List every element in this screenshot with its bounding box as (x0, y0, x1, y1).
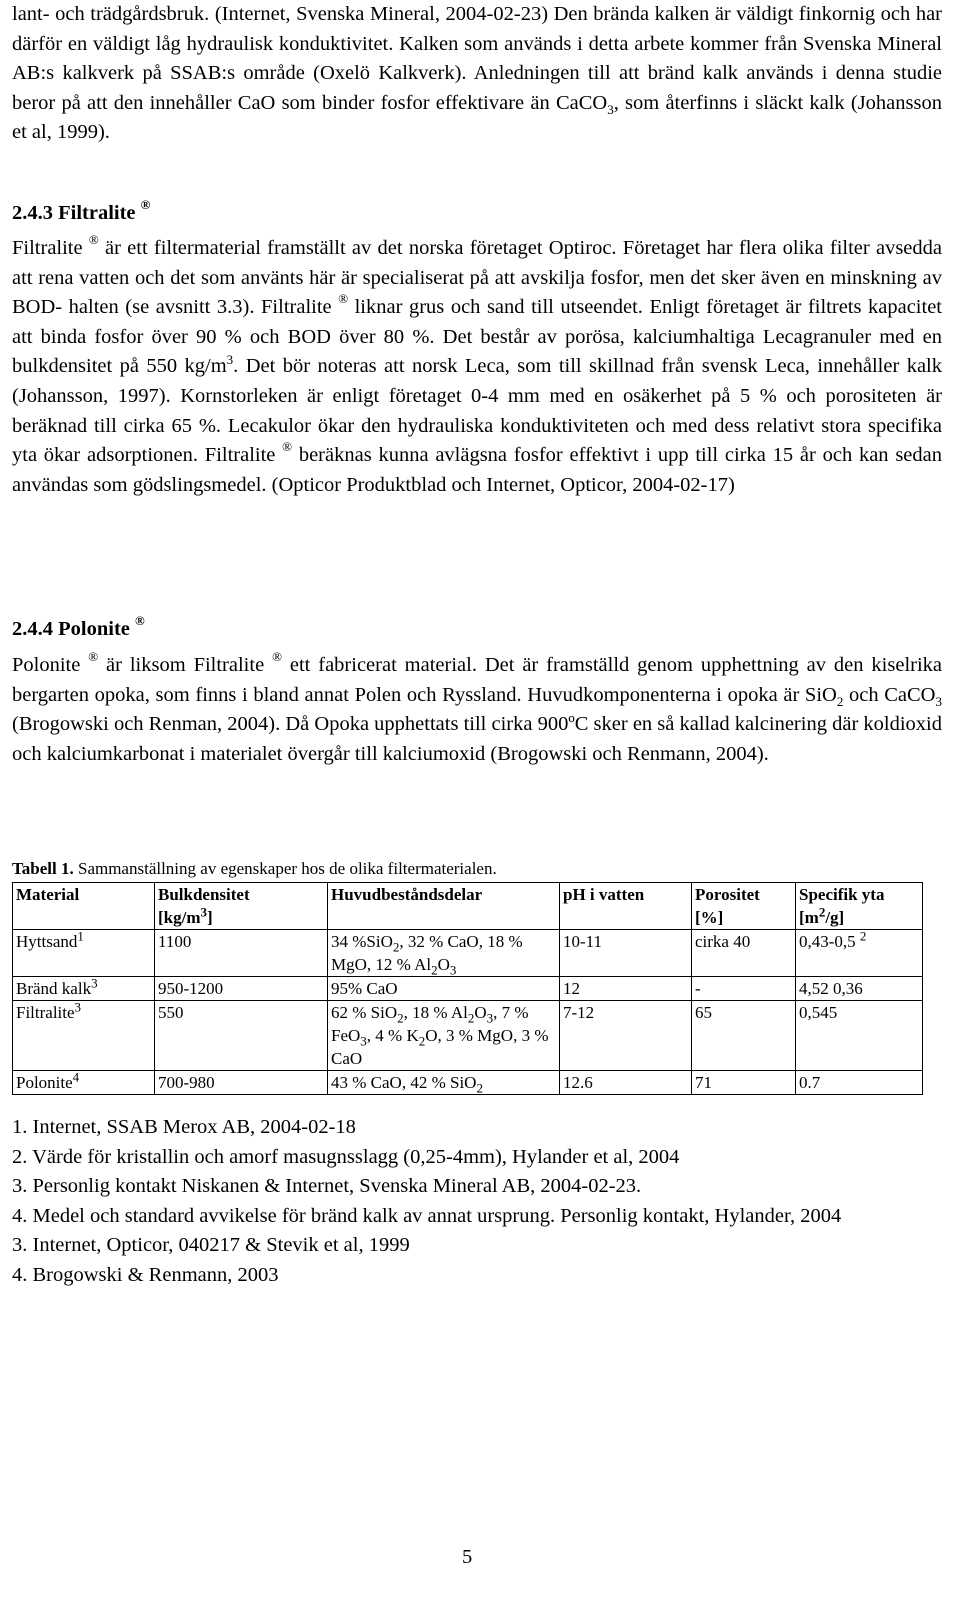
text: är liksom Filtralite (98, 654, 265, 676)
unit: [m (799, 908, 819, 927)
text: Polonite (12, 654, 81, 676)
text: Filtralite (12, 237, 83, 259)
footnote: 3. Personlig kontakt Niskanen & Internet, Svenska Mineral AB, 2004-02-23. (12, 1175, 642, 1198)
cell-porosity: cirka 40 (692, 930, 796, 977)
footnote-ref: 1 (77, 928, 84, 944)
cell-ph: 12.6 (560, 1071, 692, 1095)
registered-mark: ® (282, 439, 293, 455)
paragraph-burnt-lime (12, 0, 942, 148)
paragraph-polonite (12, 651, 942, 769)
subscript: 2 (476, 1080, 483, 1096)
subscript: 3 (607, 101, 614, 117)
cell-ph: 10-11 (560, 930, 692, 977)
subscript: 2 (418, 1033, 426, 1049)
cell-material (13, 930, 155, 977)
subscript: 3 (360, 1033, 367, 1049)
registered-mark: ® (272, 649, 282, 665)
cell-components (328, 930, 560, 977)
header-main-components: Huvudbeståndsdelar (328, 883, 560, 930)
header-porosity (692, 883, 796, 930)
footnote: 1. Internet, SSAB Merox AB, 2004-02-18 (12, 1116, 356, 1138)
table-row (13, 977, 923, 1001)
subscript: 2 (431, 962, 438, 978)
cell-bulk: 950-1200 (155, 977, 328, 1001)
text: beräknas kunna avlägsna fosfor effektivt i upp till cirka 15 år och kan sedan användas som gödslingsmedel. (Opticor Produktblad och Internet, Opticor, 2004-02-17) (12, 444, 942, 496)
text: Bränd kalk (16, 979, 92, 998)
cell-components: 95% CaO (328, 977, 560, 1001)
header-bulk-density (155, 883, 328, 930)
text: , 18 % Al (403, 1003, 468, 1022)
unit: [%] (695, 908, 724, 927)
section-heading-polonite (12, 613, 145, 641)
cell-bulk: 550 (155, 1001, 328, 1071)
heading-text: 2.4.4 Polonite (12, 618, 130, 640)
cell-porosity: 65 (692, 1001, 796, 1071)
paragraph-filtralite (12, 234, 942, 500)
subscript: 3 (449, 962, 457, 978)
text: 43 % CaO, 42 % SiO (331, 1073, 477, 1092)
text: Polonite (16, 1073, 73, 1092)
text: och CaCO (843, 683, 936, 706)
text: , 32 % CaO, 18 % MgO, 12 % Al (331, 932, 523, 974)
text: liknar grus och sand till utseendet. Enligt företaget är filtrets kapacitet att binda fosfor över 90 % och BOD över 80 %. Det består av porösa, kalciumhaltiga Lecagranuler med en bulkdensitet på 550 kg/m (12, 296, 942, 378)
subscript: 3 (935, 693, 942, 709)
text: O (437, 955, 450, 974)
superscript: 3 (200, 904, 207, 920)
table-caption (12, 858, 497, 880)
text: (Brogowski och Renman, 2004). Då Opoka upphettats till cirka 900ºC sker en så kallad kalcinering där koldioxid och kalciumkarbonat i materialet övergår till kalciumoxid (Brogowski och Renmann, 2004). (12, 713, 942, 765)
header-ph: pH i vatten (560, 883, 692, 930)
superscript: 2 (818, 904, 826, 920)
table-row (13, 1071, 923, 1095)
superscript: 3 (226, 352, 234, 368)
footnote: 3. Internet, Opticor, 040217 & Stevik et al, 1999 (12, 1234, 410, 1257)
subscript: 2 (836, 693, 844, 709)
caption-text: Sammanställning av egenskaper hos de olika filtermaterialen. (73, 859, 497, 878)
registered-mark: ® (88, 232, 99, 248)
text: O (474, 1003, 487, 1022)
header-text: Specifik yta (799, 885, 885, 904)
cell-material (13, 1071, 155, 1095)
cell-material (13, 977, 155, 1001)
caption-label: Tabell 1. (12, 859, 74, 878)
cell-bulk: 1100 (155, 930, 328, 977)
registered-mark: ® (88, 649, 99, 665)
registered-mark: ® (140, 197, 151, 213)
header-text: Bulkdensitet (158, 885, 250, 904)
cell-components (328, 1001, 560, 1071)
footnote-ref: 2 (859, 928, 867, 944)
text: O, 3 % MgO, 3 % CaO (331, 1026, 549, 1068)
text: ett fabricerat material. Det är framställd genom upphettning av den kiselrika bergarten opoka, som finns i bland annat Polen och Ryssland. Huvudkomponenterna i opoka är SiO (12, 654, 943, 706)
header-text: Porositet (695, 885, 760, 904)
cell-specific-area: 0.7 (796, 1071, 923, 1095)
footnote-ref: 3 (74, 999, 82, 1015)
text: är ett filtermaterial framställt av det norska företaget Optiroc. Företaget har flera olika filter avsedda att rena vatten och det som använts här är specialiserat på att avskilja fosfor, men det sker även en minskning av BOD- halten (se avsnitt 3.3). Filtralite (12, 237, 943, 319)
cell-ph: 7-12 (560, 1001, 692, 1071)
footnote-ref: 3 (91, 975, 98, 991)
subscript: 3 (486, 1010, 494, 1026)
footnote: 4. Medel och standard avvikelse för bränd kalk av annat ursprung. Personlig kontakt, Hylander, 2004 (12, 1204, 842, 1227)
text: 34 %SiO (331, 932, 393, 951)
subscript: 2 (392, 939, 400, 955)
cell-material (13, 1001, 155, 1071)
page-number: 5 (462, 1546, 473, 1568)
header-specific-area (796, 883, 923, 930)
subscript: 2 (397, 1010, 404, 1026)
text: , 4 % K (366, 1026, 419, 1045)
text: 62 % SiO (331, 1003, 398, 1022)
registered-mark: ® (135, 613, 145, 629)
cell-specific-area: 0,545 (796, 1001, 923, 1071)
text: 0,43-0,5 (799, 932, 856, 951)
filter-materials-table (12, 882, 923, 1095)
text: lant- och trädgårdsbruk. (Internet, Svenska Mineral, 2004-02-23) Den brända kalken är väldigt finkornig och har därför en väldigt låg hydraulisk konduktivitet. Kalken som används i detta arbete kommer från Svenska Mineral AB:s kalkverk på SSAB:s område (Oxelö Kalkverk). Anledningen till att bränd kalk används i denna studie beror på att den innehåller CaO som binder fosfor effektivare än CaCO (12, 3, 942, 114)
cell-bulk: 700-980 (155, 1071, 328, 1095)
section-heading-filtralite (12, 197, 151, 225)
footnote: 4. Brogowski & Renmann, 2003 (12, 1263, 279, 1286)
unit: ] (207, 908, 213, 927)
cell-specific-area (796, 930, 923, 977)
table-header-row (13, 883, 923, 930)
subscript: 2 (467, 1010, 475, 1026)
heading-text: 2.4.3 Filtralite (12, 202, 136, 224)
table-row (13, 1001, 923, 1071)
text: , 7 % FeO (331, 1003, 529, 1045)
footnote: 2. Värde för kristallin och amorf masugnsslagg (0,25-4mm), Hylander et al, 2004 (12, 1145, 680, 1168)
unit: [kg/m (158, 908, 201, 927)
text: . Det bör noteras att norsk Leca, som till skillnad från svensk Leca, innehåller kalk (Johansson, 1997). Kornstorleken är enligt företaget 0-4 mm med en osäkerhet på 5 % och porositeten är beräknad till cirka 65 %. Lecakulor ökar den hydrauliska konduktiviteten och med dess relativt stora specifika yta ökar adsorptionen. Filtralite (12, 355, 942, 467)
header-material: Material (13, 883, 155, 930)
text: , som återfinns i släckt kalk (Johansson et al, 1999). (12, 91, 942, 144)
footnote-ref: 4 (72, 1069, 80, 1085)
registered-mark: ® (338, 291, 349, 307)
cell-ph: 12 (560, 977, 692, 1001)
cell-porosity: 71 (692, 1071, 796, 1095)
cell-porosity: - (692, 977, 796, 1001)
table-footnotes (12, 1113, 841, 1291)
cell-specific-area: 4,52 0,36 (796, 977, 923, 1001)
text: Hyttsand (16, 932, 78, 951)
unit: /g] (825, 908, 845, 927)
text: Filtralite (16, 1003, 75, 1022)
cell-components (328, 1071, 560, 1095)
table-row (13, 930, 923, 977)
